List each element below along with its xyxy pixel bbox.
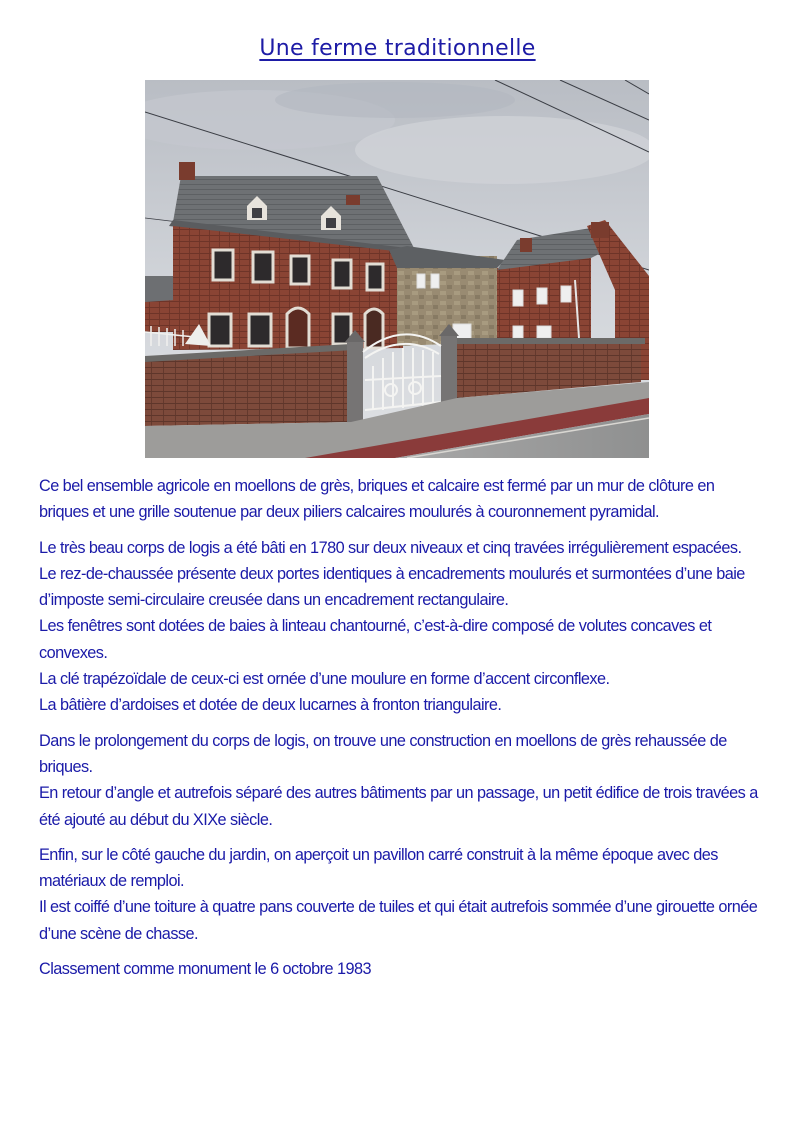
classification-note: Classement comme monument le 6 octobre 1983 bbox=[39, 960, 372, 979]
farmhouse-illustration bbox=[145, 80, 649, 458]
text-line: Le très beau corps de logis a été bâti en 1780 sur deux niveaux et cinq travées irrégulièrement espacées. bbox=[39, 538, 742, 557]
text-line: En retour d’angle et autrefois séparé des autres bâtiments par un passage, un petit édifice de trois travées a été ajouté au début du XIXe siècle. bbox=[39, 784, 758, 829]
page-title: Une ferme traditionnelle bbox=[259, 36, 536, 61]
paragraph bbox=[39, 473, 763, 526]
text-line: Les fenêtres sont dotées de baies à linteau chantourné, c’est-à-dire composé de volutes concaves et convexes. bbox=[39, 617, 712, 662]
paragraph bbox=[39, 728, 763, 833]
paragraph bbox=[39, 535, 763, 719]
paragraph bbox=[39, 842, 763, 947]
paragraph bbox=[39, 956, 763, 982]
text-line: Enfin, sur le côté gauche du jardin, on aperçoit un pavillon carré construit à la même époque avec des matériaux de remploi. bbox=[39, 845, 718, 891]
text-line: Le rez-de-chaussée présente deux portes identiques à encadrements moulurés et surmontées d’une baie d’imposte semi-circulaire creusée dans un encadrement rectangulaire. bbox=[39, 564, 745, 610]
text-line: Il est coiffé d’une toiture à quatre pans couverte de tuiles et qui était autrefois sommée d’une girouette ornée d’une scène de chasse. bbox=[39, 898, 758, 943]
text-line: Ce bel ensemble agricole en moellons de grès, briques et calcaire est fermé par un mur de clôture en briques et une grille soutenue par deux piliers calcaires moulurés à couronnement pyramidal. bbox=[39, 477, 715, 522]
text-line: Dans le prolongement du corps de logis, on trouve une construction en moellons de grès rehaussée de briques. bbox=[39, 731, 727, 776]
farmhouse-photo bbox=[145, 80, 649, 458]
text-line: La bâtière d’ardoises et dotée de deux lucarnes à fronton triangulaire. bbox=[39, 696, 502, 715]
text-line: La clé trapézoïdale de ceux-ci est ornée d’une moulure en forme d’accent circonflexe. bbox=[39, 670, 610, 689]
document-body bbox=[39, 473, 763, 991]
